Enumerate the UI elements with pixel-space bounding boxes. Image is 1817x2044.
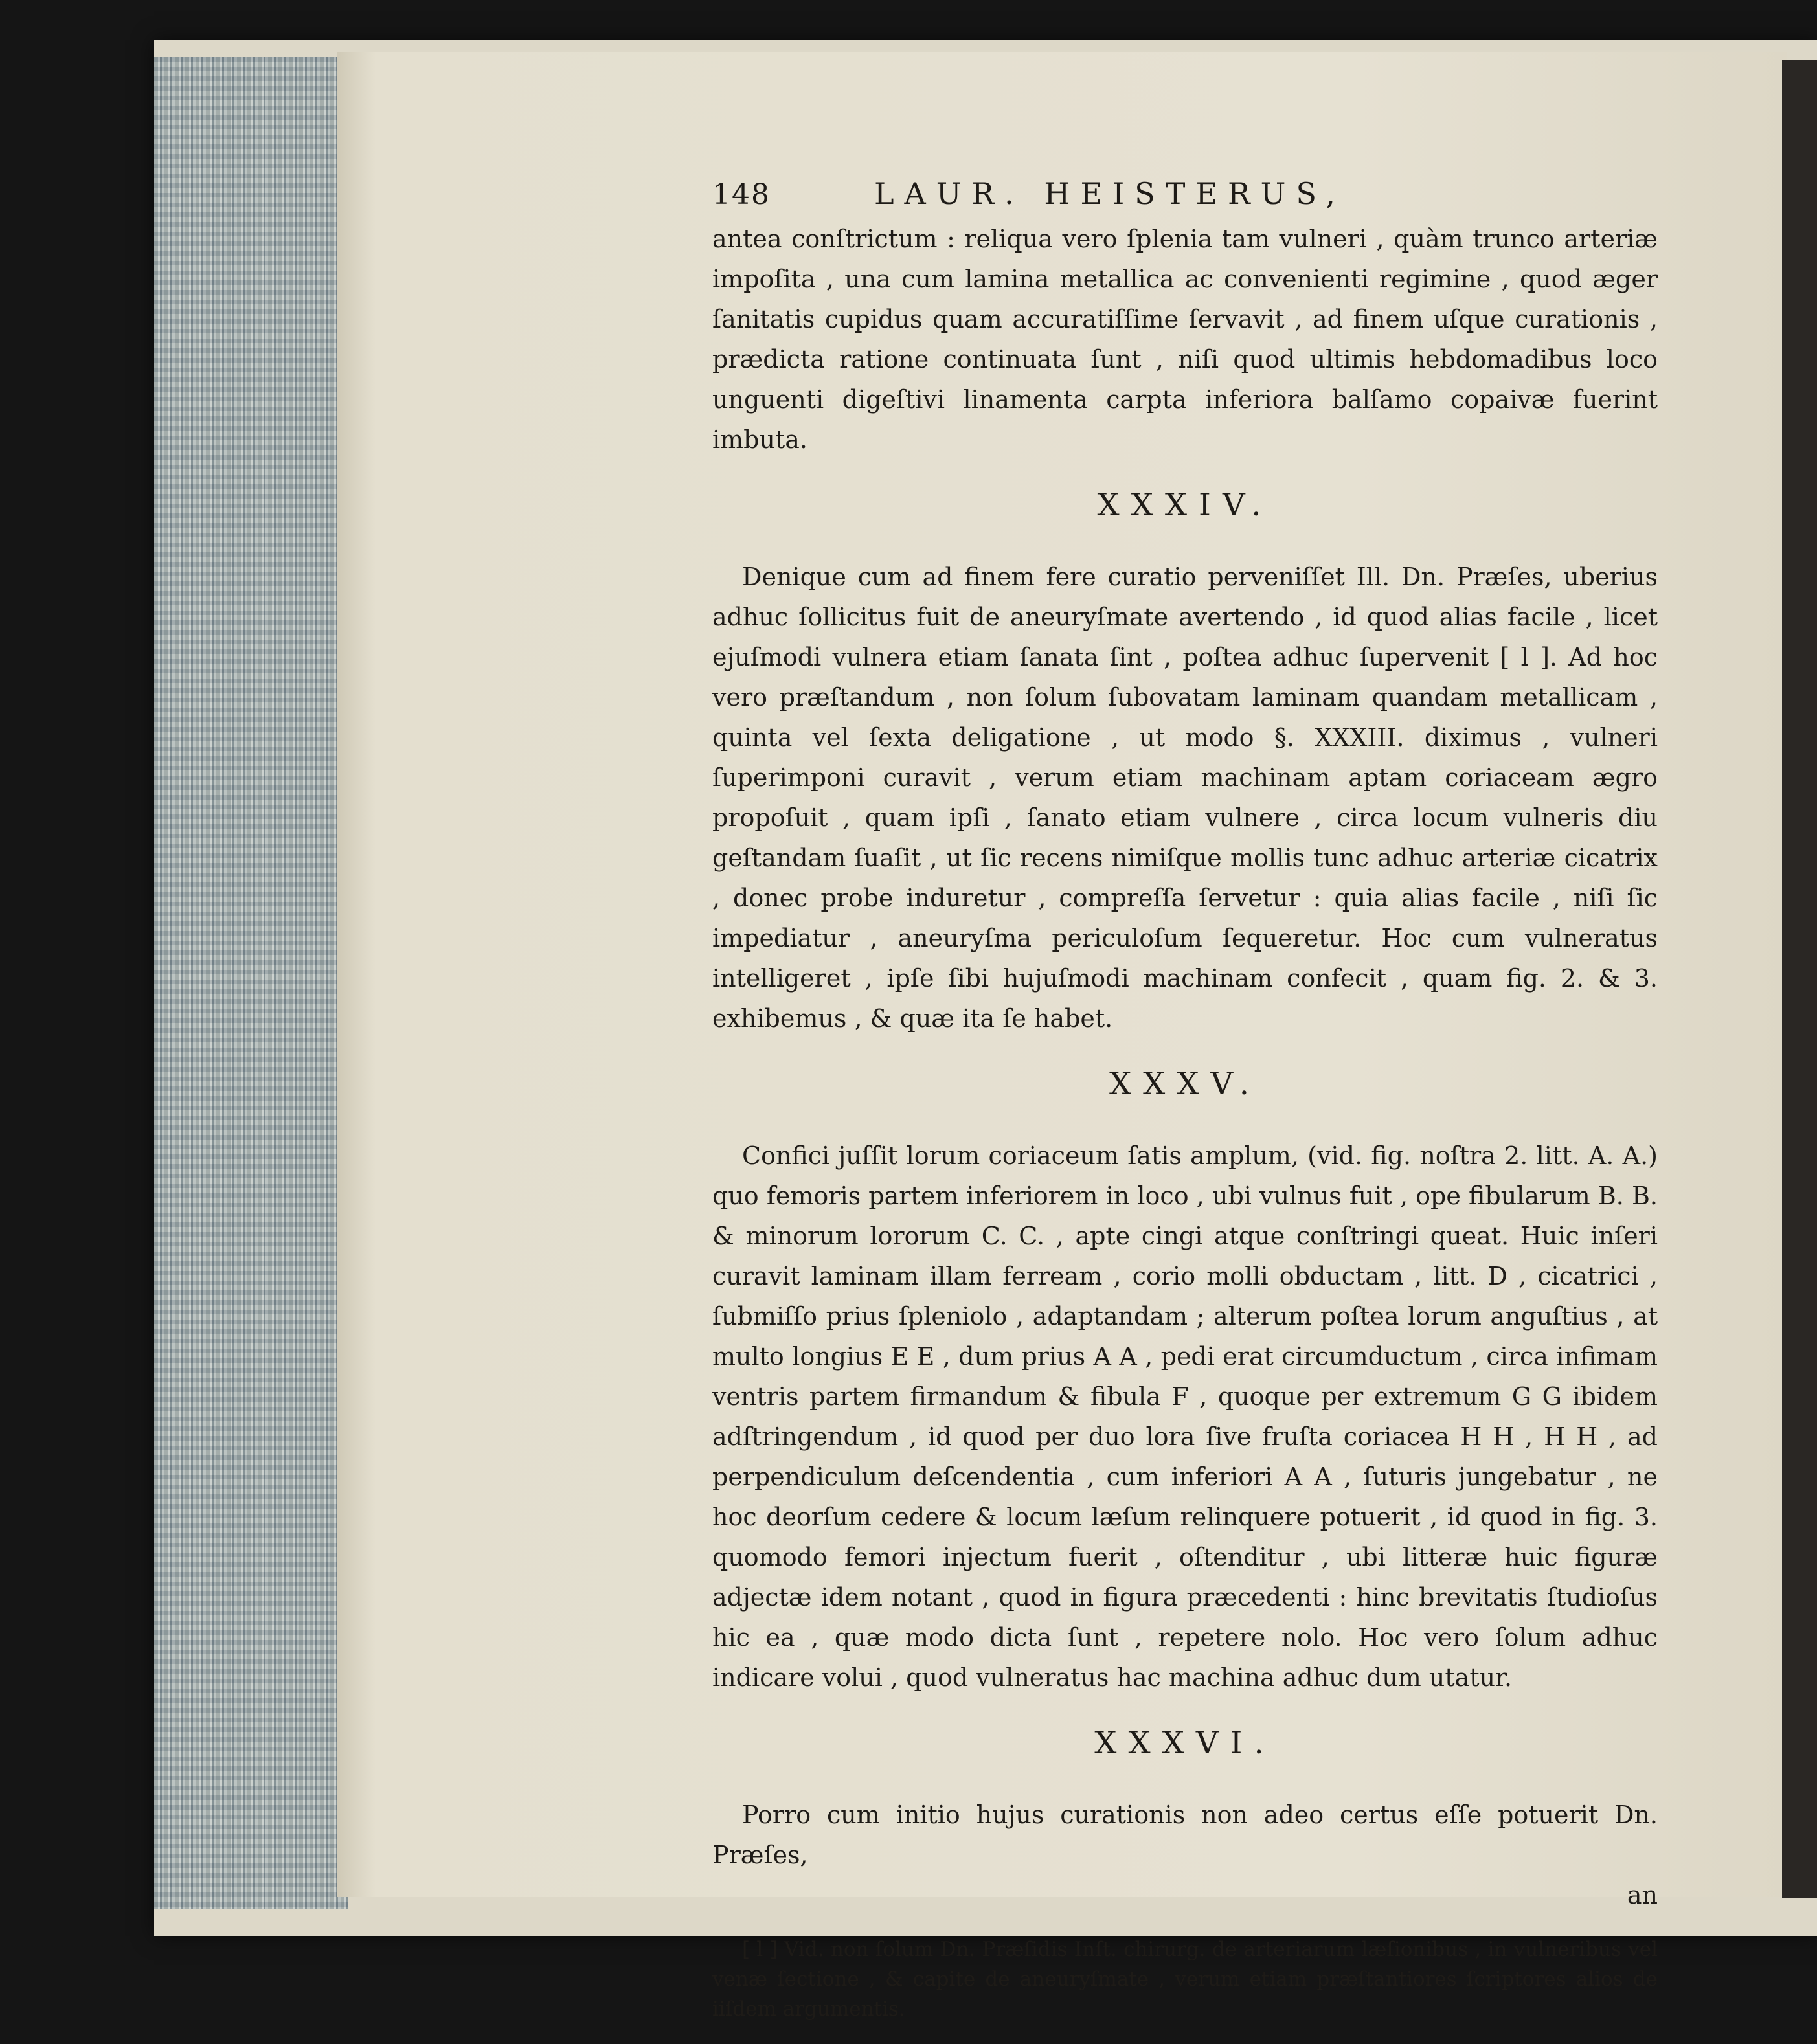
section-paragraph: Confici juſſit lorum coriaceum ſatis amplum, (vid. fig. noſtra 2. litt. A. A.) quo femoris partem inferiorem in loco , ubi vulnus fuit , ope fibularum B. B. & minorum lororum C. C. , apte cingi atque conſtringi queat. Huic inſeri curavit laminam illam ferream , corio molli obductam , litt. D , cicatrici , ſubmiſſo prius ſpleniolo , adaptandam ; alterum poſtea lorum anguſtius , at multo longius E E , dum prius A A , pedi erat circumductum , circa infimam ventris partem firmandum & fibula F , quoque per extremum G G ibidem adſtringendum , id quod per duo lora ſive fruſta coriacea H H , H H , ad perpendiculum deſcendentia , cum inferiori A A , ſuturis jungebatur , ne hoc deorſum cedere & locum læſum relinquere potuerit , id quod in fig. 3. quomodo femori injectum fuerit , oſtenditur , ubi litteræ huic figuræ adjectæ idem notant , quod in figura præcedenti : hinc brevitatis ſtudioſus hic ea , quæ modo dicta ſunt , repetere nolo. Hoc vero ſolum adhuc indicare volui , quod vulneratus hac machina adhuc dum utatur. xyxy=(712,1141,1658,1692)
page-number: 148 xyxy=(712,178,771,211)
section-heading: XXXV. xyxy=(1109,1066,1261,1102)
running-head xyxy=(712,174,1658,219)
section-heading: XXXIV. xyxy=(1097,487,1273,523)
section-paragraph: Porro cum initio hujus curationis non adeo certus eſſe potuerit Dn. Præſes, xyxy=(712,1801,1658,1869)
intro-paragraph: antea conſtrictum : reliqua vero ſplenia tam vulneri , quàm trunco arteriæ impoſita , una cum lamina metallica ac convenienti regimine , quod æger ſanitatis cupidus quam accuratiſſime ſervavit , ad finem uſque curationis , prædicta ratione continuata ſunt , niſi quod ultimis hebdomadibus loco unguenti digeſtivi linamenta carpta inferiora balſamo copaivæ fuerint imbuta. xyxy=(712,225,1658,454)
running-title: LAUR. HEISTERUS, xyxy=(874,176,1346,211)
catchword: an xyxy=(1627,1881,1658,1909)
section-heading: XXXVI. xyxy=(1094,1725,1276,1761)
text-block xyxy=(712,174,1658,2044)
page-edges xyxy=(154,57,348,1909)
section-paragraph: Denique cum ad finem fere curatio perveniſſet Ill. Dn. Præſes, uberius adhuc ſollicitus fuit de aneuryſmate avertendo , id quod alias facile , licet ejuſmodi vulnera etiam ſanata ſint , poſtea adhuc ſupervenit [ l ]. Ad hoc vero præſtandum , non ſolum ſubovatam laminam quandam metallicam , quinta vel ſexta deligatione , ut modo §. XXXIII. diximus , vulneri ſuperimponi curavit , verum etiam machinam aptam coriaceam ægro propoſuit , quam ipſi , ſanato etiam vulnere , circa locum vulneris diu geſtandam ſuaſit , ut ſic recens nimiſque mollis tunc adhuc arteriæ cicatrix , donec probe induretur , compreſſa ſervetur : quia alias facile , niſi ſic impediatur , aneuryſma periculoſum ſequeretur. Hoc cum vulneratus intelligeret , ipſe ſibi hujuſmodi machinam confecit , quam fig. 2. & 3. exhibemus , & quæ ita ſe habet. xyxy=(712,563,1658,1033)
facing-page-edge xyxy=(1782,60,1817,1898)
footnote: [ l ] Vid. non ſolum Dn. Præſidis Inſt. chirurg. de arteriarum læſionibus , in vulneribus vel venæ ſectione , & capite de aneuryſmate , verum etiam præſtantiores ſcriptores alios de iiſdem argumentis. xyxy=(712,1938,1658,2021)
